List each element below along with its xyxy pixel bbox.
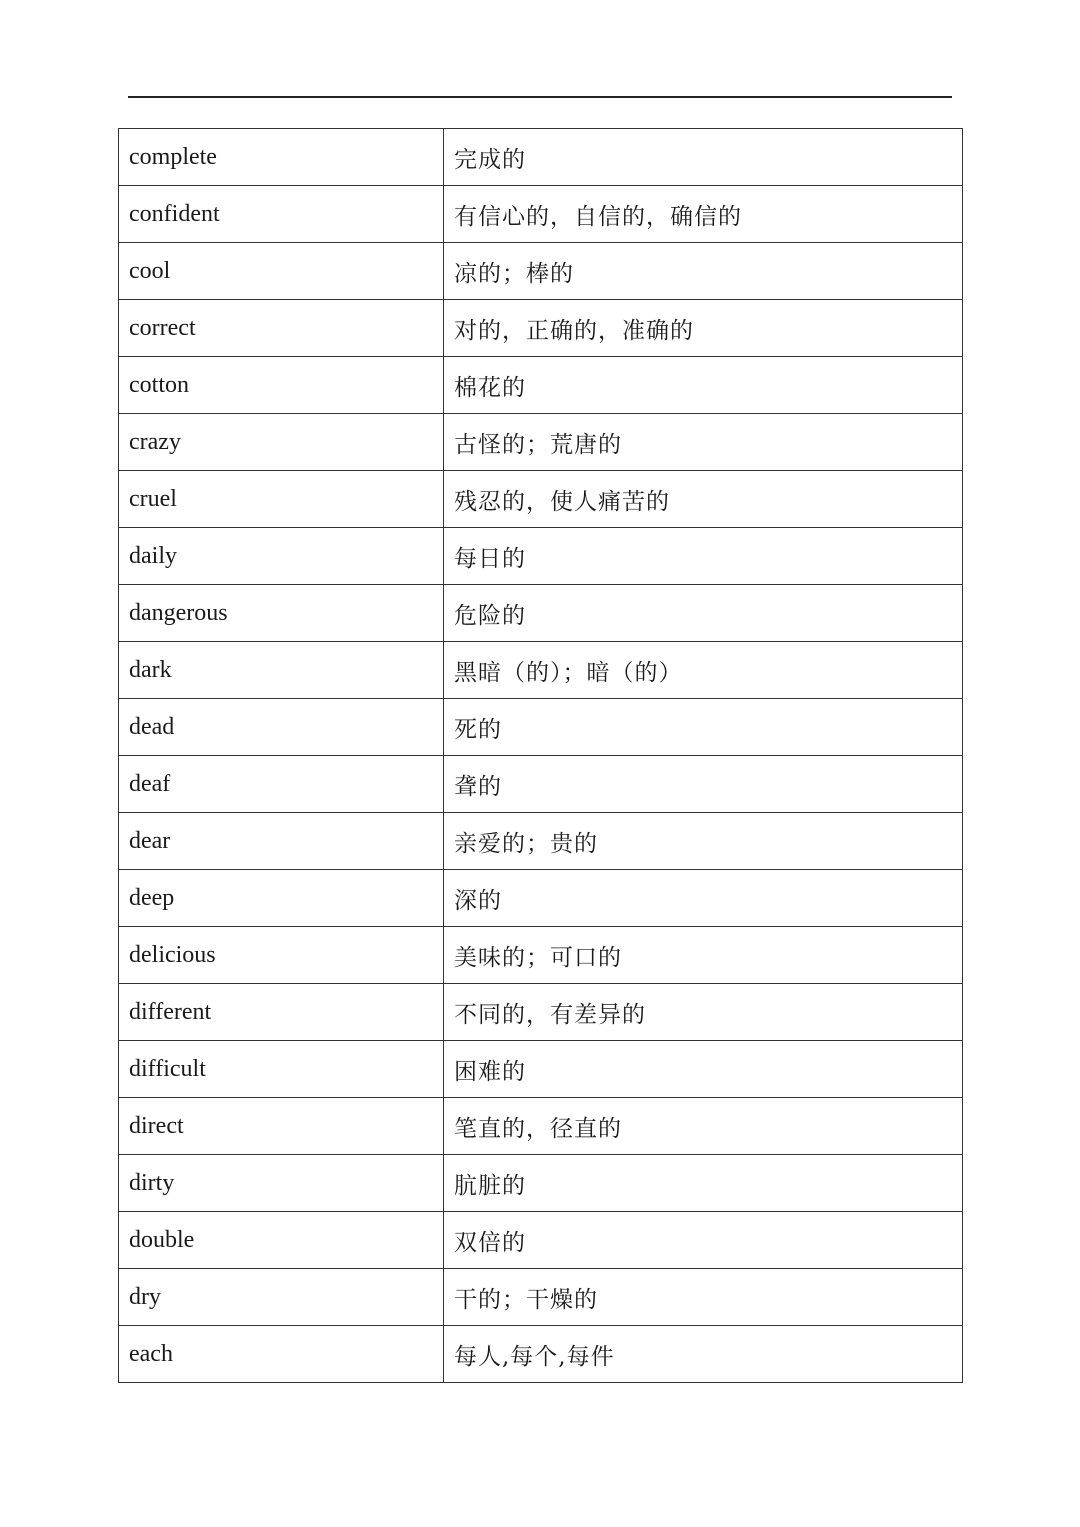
table-row bbox=[119, 528, 963, 585]
meaning-cell: 双倍的 bbox=[444, 1212, 963, 1269]
word-cell: confident bbox=[119, 186, 444, 243]
table-row bbox=[119, 1098, 963, 1155]
word-cell: cool bbox=[119, 243, 444, 300]
meaning-cell: 死的 bbox=[444, 699, 963, 756]
meaning-cell: 不同的，有差异的 bbox=[444, 984, 963, 1041]
table-row bbox=[119, 1326, 963, 1383]
meaning-cell: 有信心的，自信的，确信的 bbox=[444, 186, 963, 243]
table-row bbox=[119, 1212, 963, 1269]
word-cell: cruel bbox=[119, 471, 444, 528]
table-row bbox=[119, 129, 963, 186]
meaning-cell: 凉的；棒的 bbox=[444, 243, 963, 300]
table-row bbox=[119, 243, 963, 300]
meaning-cell: 美味的；可口的 bbox=[444, 927, 963, 984]
word-cell: dirty bbox=[119, 1155, 444, 1212]
word-cell: crazy bbox=[119, 414, 444, 471]
table-row bbox=[119, 1041, 963, 1098]
meaning-cell: 古怪的；荒唐的 bbox=[444, 414, 963, 471]
vocabulary-table bbox=[118, 128, 963, 1383]
word-cell: dangerous bbox=[119, 585, 444, 642]
word-cell: complete bbox=[119, 129, 444, 186]
meaning-cell: 残忍的，使人痛苦的 bbox=[444, 471, 963, 528]
word-cell: dry bbox=[119, 1269, 444, 1326]
table-row bbox=[119, 870, 963, 927]
table-row bbox=[119, 984, 963, 1041]
meaning-cell: 黑暗（的）；暗（的） bbox=[444, 642, 963, 699]
word-cell: deaf bbox=[119, 756, 444, 813]
word-cell: deep bbox=[119, 870, 444, 927]
vocabulary-table-body bbox=[119, 129, 963, 1383]
word-cell: correct bbox=[119, 300, 444, 357]
meaning-cell: 每人,每个,每件 bbox=[444, 1326, 963, 1383]
word-cell: each bbox=[119, 1326, 444, 1383]
meaning-cell: 聋的 bbox=[444, 756, 963, 813]
meaning-cell: 完成的 bbox=[444, 129, 963, 186]
meaning-cell: 困难的 bbox=[444, 1041, 963, 1098]
table-row bbox=[119, 300, 963, 357]
word-cell: daily bbox=[119, 528, 444, 585]
meaning-cell: 每日的 bbox=[444, 528, 963, 585]
word-cell: dead bbox=[119, 699, 444, 756]
table-row bbox=[119, 813, 963, 870]
table-row bbox=[119, 471, 963, 528]
meaning-cell: 对的，正确的，准确的 bbox=[444, 300, 963, 357]
meaning-cell: 危险的 bbox=[444, 585, 963, 642]
table-row bbox=[119, 357, 963, 414]
table-row bbox=[119, 186, 963, 243]
table-row bbox=[119, 927, 963, 984]
meaning-cell: 亲爱的；贵的 bbox=[444, 813, 963, 870]
table-row bbox=[119, 642, 963, 699]
word-cell: double bbox=[119, 1212, 444, 1269]
table-row bbox=[119, 756, 963, 813]
word-cell: different bbox=[119, 984, 444, 1041]
meaning-cell: 干的；干燥的 bbox=[444, 1269, 963, 1326]
meaning-cell: 棉花的 bbox=[444, 357, 963, 414]
header-rule bbox=[128, 96, 952, 98]
meaning-cell: 肮脏的 bbox=[444, 1155, 963, 1212]
meaning-cell: 深的 bbox=[444, 870, 963, 927]
word-cell: cotton bbox=[119, 357, 444, 414]
word-cell: direct bbox=[119, 1098, 444, 1155]
word-cell: dear bbox=[119, 813, 444, 870]
table-row bbox=[119, 1155, 963, 1212]
word-cell: dark bbox=[119, 642, 444, 699]
table-row bbox=[119, 699, 963, 756]
word-cell: delicious bbox=[119, 927, 444, 984]
table-row bbox=[119, 414, 963, 471]
table-row bbox=[119, 1269, 963, 1326]
meaning-cell: 笔直的，径直的 bbox=[444, 1098, 963, 1155]
word-cell: difficult bbox=[119, 1041, 444, 1098]
table-row bbox=[119, 585, 963, 642]
